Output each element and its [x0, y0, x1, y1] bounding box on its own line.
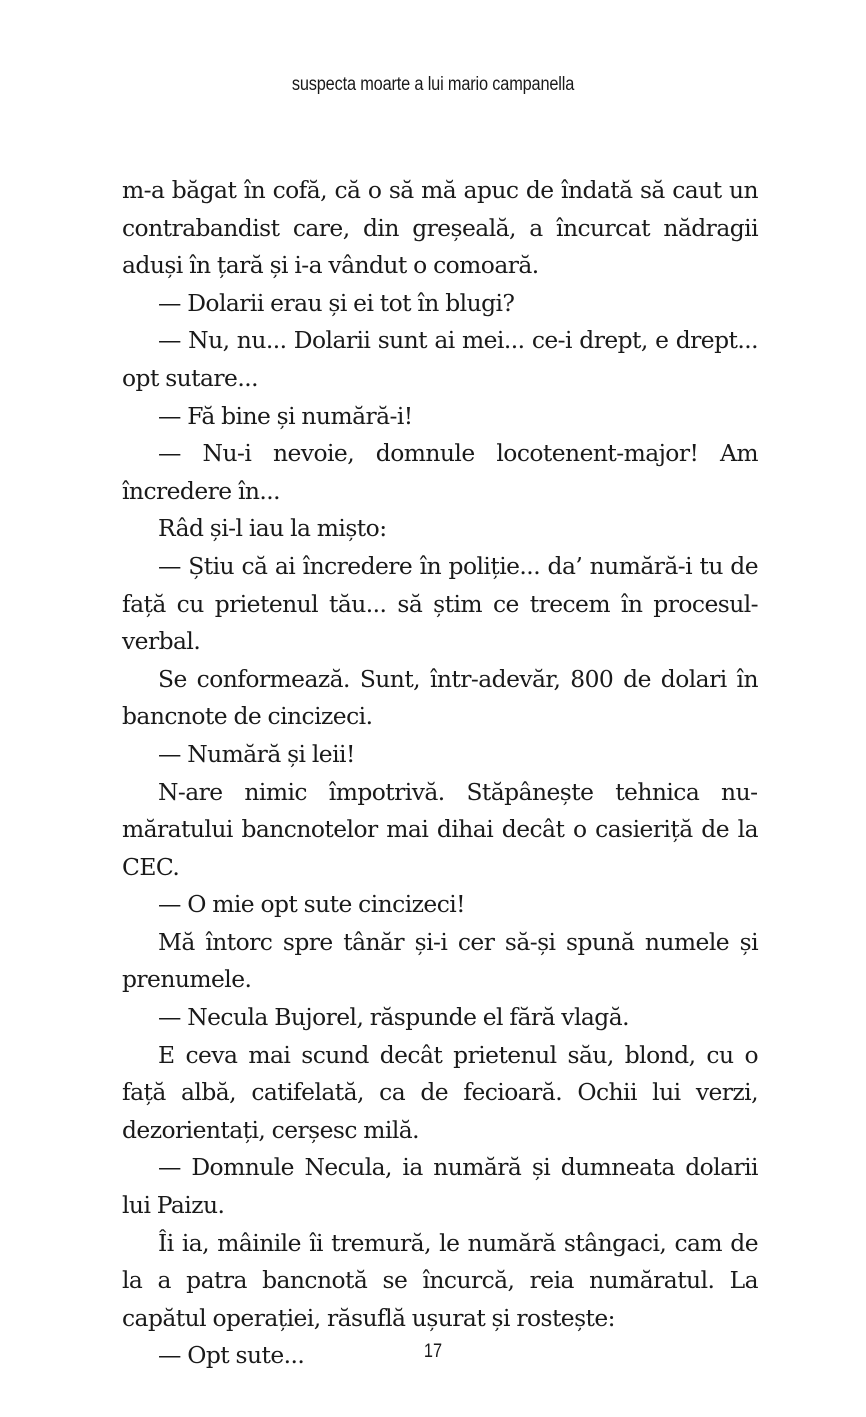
paragraph: Se conformează. Sunt, într-adevăr, 800 de dolari în bancnote de cincizeci.	[122, 664, 758, 731]
paragraph: — Fă bine și numără-i!	[158, 401, 413, 430]
paragraph: — Opt sute...	[158, 1341, 305, 1370]
paragraph: — Știu că ai încredere în poliție... da’ numără-i tu de față cu prietenul tău... să știm ce trecem în procesul-verbal.	[122, 551, 758, 656]
paragraph: — Nu-i nevoie, domnule locotenent-major! Am încredere în...	[122, 439, 758, 505]
paragraph: Îi ia, mâinile îi tremură, le numără stângaci, cam de la a patra bancnotă se încurcă, reia număratul. La capătul operației, răsuflă ușurat și rostește:	[122, 1228, 758, 1332]
paragraph: — Dolarii erau și ei tot în blugi?	[158, 288, 515, 317]
paragraph: — Numără și leii!	[158, 739, 355, 768]
paragraph: — Domnule Necula, ia numără și dumneata dolarii lui Paizu.	[122, 1153, 758, 1220]
body-text	[122, 172, 758, 1375]
running-header: suspecta moarte a lui mario campanella	[291, 74, 575, 95]
paragraph: m-a băgat în cofă, că o să mă apuc de îndată să caut un contrabandist care, din greșeală, a încurcat nădragii aduși în țară și i-a vândut o comoară.	[122, 176, 758, 280]
paragraph: E ceva mai scund decât prietenul său, blond, cu o față albă, catifelată, ca de fecioară. Ochii lui verzi, dezorientați, cerșesc milă.	[122, 1040, 758, 1144]
paragraph: Mă întorc spre tânăr și-i cer să-și spună numele și prenumele.	[122, 927, 758, 994]
paragraph: N-are nimic împotrivă. Stăpânește tehnica număratului bancnotelor mai dihai decât o casieriță de la CEC.	[122, 777, 758, 881]
paragraph: — Nu, nu... Dolarii sunt ai mei... ce-i drept, e drept... opt sutare...	[122, 326, 758, 392]
paragraph: — O mie opt sute cincizeci!	[158, 890, 466, 919]
paragraph: — Necula Bujorel, răspunde el fără vlagă.	[158, 1003, 629, 1032]
page-number: 17	[423, 1341, 443, 1362]
paragraph: Râd și-l iau la mișto:	[158, 514, 387, 543]
